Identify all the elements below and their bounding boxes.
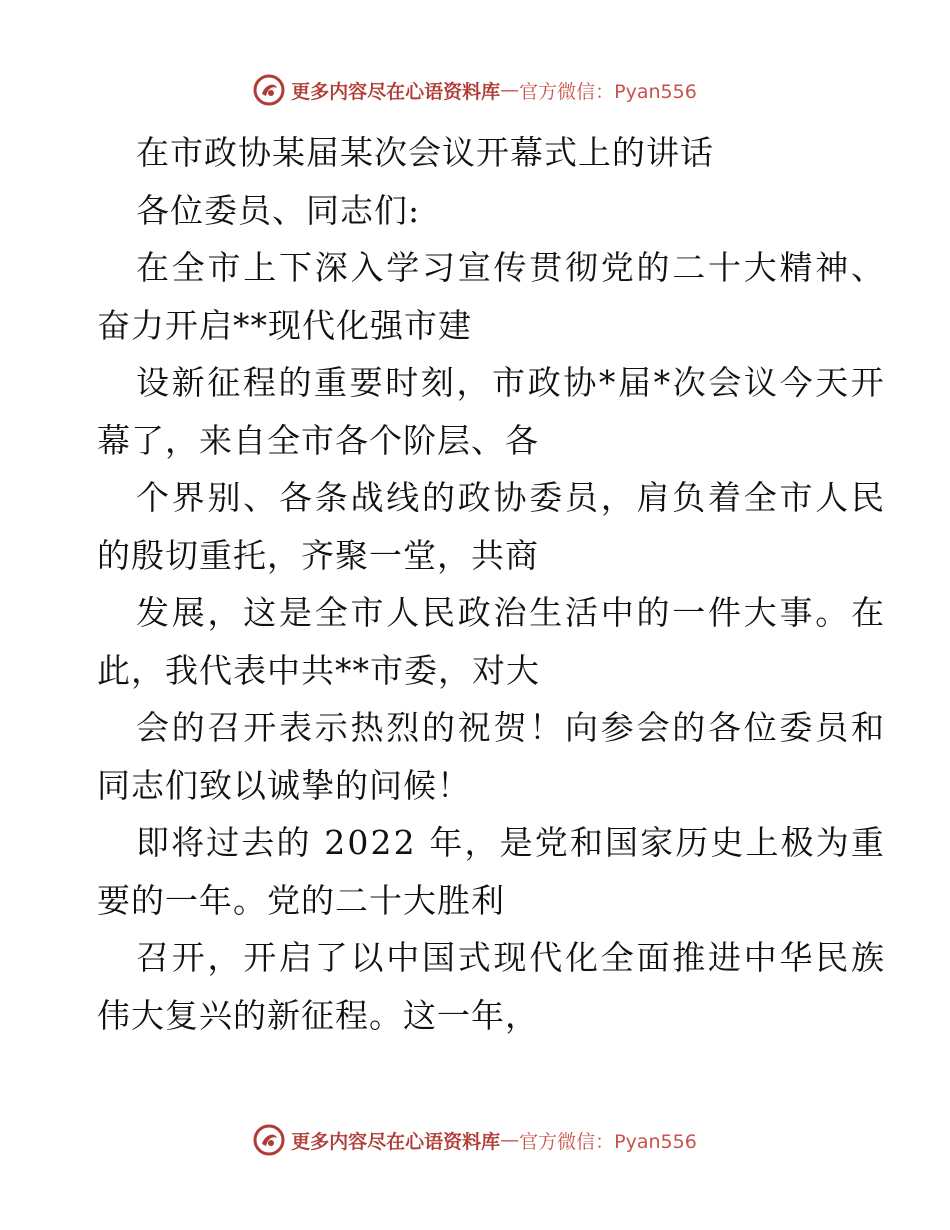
glyph: 在	[851, 593, 885, 632]
paragraph-line: 伟大复兴的新征程。这一年，	[97, 995, 539, 1035]
glyph: 件	[708, 593, 742, 632]
glyph: ，	[464, 823, 499, 862]
glyph: 。	[815, 593, 850, 632]
glyph: 家	[640, 823, 675, 862]
glyph: 将	[171, 823, 206, 862]
glyph: 2	[393, 823, 416, 862]
glyph: 协	[493, 478, 528, 517]
document-body	[97, 124, 885, 1044]
glyph: 线	[386, 478, 421, 517]
glyph: 刻	[420, 363, 455, 402]
glyph: 开	[850, 363, 885, 402]
header-watermark	[0, 68, 950, 112]
paragraph-line	[97, 239, 885, 297]
glyph: 上	[745, 823, 780, 862]
glyph: 会	[136, 708, 170, 747]
glyph: 全	[314, 593, 349, 632]
glyph: 征	[207, 363, 242, 402]
glyph: 员	[815, 708, 850, 747]
paragraph-line	[97, 814, 885, 872]
glyph: 以	[350, 938, 385, 977]
watermark-separator: —	[500, 1129, 520, 1151]
glyph: 的	[636, 593, 671, 632]
watermark-main-text: 更多内容尽在心语资料库	[291, 1130, 501, 1153]
glyph: 事	[779, 593, 814, 632]
glyph: 设	[136, 363, 170, 402]
glyph: 中	[743, 938, 778, 977]
glyph: 国	[605, 823, 639, 862]
glyph: 深	[314, 248, 349, 287]
paragraph-line	[97, 929, 885, 987]
glyph: 传	[493, 248, 528, 287]
glyph: 各	[708, 708, 742, 747]
glyph: 个	[136, 478, 170, 517]
salutation: 各位委员、同志们:	[136, 190, 421, 230]
glyph: 委	[529, 478, 564, 517]
glyph	[312, 814, 324, 872]
paragraph-line: 要的一年。党的二十大胜利	[97, 880, 505, 920]
glyph: 负	[672, 478, 707, 517]
paragraph-line: 此，我代表中共**市委，对大	[97, 650, 540, 690]
watermark-sub-text: 官方微信：Pyan556	[519, 80, 697, 103]
glyph: 国	[422, 938, 456, 977]
red-swirl-logo-icon	[253, 74, 285, 106]
glyph: ，	[600, 478, 635, 517]
glyph: 示	[314, 708, 349, 747]
glyph: 会	[636, 708, 671, 747]
glyph: 0	[347, 823, 370, 862]
paragraph-line	[97, 469, 885, 527]
glyph: 、	[851, 248, 885, 287]
glyph: 族	[851, 938, 885, 977]
glyph: 中	[600, 593, 635, 632]
glyph: 是	[279, 593, 313, 632]
glyph: 展	[171, 593, 206, 632]
glyph: 治	[493, 593, 528, 632]
glyph: 委	[779, 708, 814, 747]
glyph: 重	[314, 363, 349, 402]
document-title: 在市政协某届某次会议开幕式上的讲话	[136, 133, 714, 172]
glyph: 烈	[386, 708, 421, 747]
glyph: 全	[171, 248, 206, 287]
glyph: 贯	[529, 248, 564, 287]
glyph: 民	[422, 593, 456, 632]
glyph: ，	[456, 363, 491, 402]
glyph: 条	[314, 478, 349, 517]
glyph: 市	[207, 248, 242, 287]
glyph: 面	[636, 938, 671, 977]
glyph: 史	[710, 823, 745, 862]
glyph: 战	[350, 478, 385, 517]
glyph: 党	[600, 248, 635, 287]
glyph: 十	[708, 248, 742, 287]
glyph: 会	[708, 363, 743, 402]
glyph: 开	[243, 708, 278, 747]
glyph: 了	[314, 938, 349, 977]
glyph: 新	[171, 363, 206, 402]
glyph	[417, 814, 429, 872]
glyph: 议	[743, 363, 778, 402]
glyph: 热	[350, 708, 385, 747]
glyph: 去	[241, 823, 276, 862]
paragraph-line	[97, 699, 885, 757]
paragraph-line: 幕了，来自全市各个阶层、各	[97, 420, 539, 460]
glyph: 2	[324, 823, 347, 862]
glyph: 代	[529, 938, 564, 977]
glyph: 开	[171, 938, 206, 977]
glyph: 届	[618, 363, 653, 402]
glyph: 下	[279, 248, 313, 287]
glyph: 精	[779, 248, 814, 287]
glyph: 这	[243, 593, 278, 632]
glyph: 的	[636, 248, 671, 287]
glyph: 参	[600, 708, 635, 747]
glyph: 人	[815, 478, 850, 517]
glyph: 全	[600, 938, 635, 977]
glyph: 市	[492, 363, 527, 402]
glyph: 推	[672, 938, 707, 977]
glyph: *	[598, 363, 617, 402]
glyph: 表	[279, 708, 313, 747]
glyph: 员	[565, 478, 599, 517]
glyph: 大	[743, 593, 778, 632]
glyph: 的	[422, 708, 456, 747]
paragraph-line	[97, 354, 885, 412]
glyph: 生	[529, 593, 564, 632]
glyph: 中	[386, 938, 421, 977]
glyph: 天	[815, 363, 850, 402]
glyph: 神	[815, 248, 850, 287]
glyph: 华	[779, 938, 814, 977]
glyph: 人	[386, 593, 421, 632]
glyph: 大	[743, 248, 778, 287]
glyph: 入	[350, 248, 385, 287]
glyph: 即	[136, 823, 170, 862]
glyph: 着	[708, 478, 742, 517]
glyph: 现	[493, 938, 528, 977]
footer-watermark	[0, 1118, 950, 1162]
red-swirl-logo-icon	[253, 1124, 285, 1156]
glyph: 上	[243, 248, 278, 287]
glyph: 彻	[565, 248, 599, 287]
glyph: 的	[276, 823, 311, 862]
glyph: 极	[780, 823, 815, 862]
glyph: 界	[171, 478, 206, 517]
watermark-separator: —	[500, 79, 520, 101]
glyph: 民	[851, 478, 885, 517]
glyph: 协	[563, 363, 598, 402]
glyph: 时	[385, 363, 420, 402]
glyph: ，	[207, 593, 242, 632]
glyph: 宣	[457, 248, 492, 287]
glyph: 发	[136, 593, 170, 632]
glyph: 历	[675, 823, 710, 862]
glyph: 和	[851, 708, 885, 747]
glyph: 习	[422, 248, 456, 287]
glyph: 是	[499, 823, 534, 862]
glyph: 别	[207, 478, 242, 517]
glyph: 政	[457, 593, 492, 632]
glyph: 2	[370, 823, 393, 862]
glyph: ！	[529, 708, 564, 747]
glyph: 市	[350, 593, 385, 632]
glyph: 今	[779, 363, 814, 402]
glyph: 祝	[457, 708, 492, 747]
glyph: 的	[278, 363, 313, 402]
glyph: 和	[569, 823, 604, 862]
glyph: ，	[207, 938, 242, 977]
glyph: 向	[565, 708, 599, 747]
glyph: 的	[672, 708, 707, 747]
glyph: 、	[243, 478, 278, 517]
glyph: 要	[349, 363, 384, 402]
glyph: 市	[779, 478, 814, 517]
glyph: 各	[279, 478, 313, 517]
glyph: 召	[136, 938, 170, 977]
glyph: 过	[206, 823, 241, 862]
glyph: 贺	[493, 708, 528, 747]
glyph: 党	[534, 823, 569, 862]
glyph: 化	[565, 938, 599, 977]
watermark-main-text: 更多内容尽在心语资料库	[291, 80, 501, 103]
watermark-sub-text: 官方微信：Pyan556	[519, 1130, 697, 1153]
glyph: 学	[386, 248, 421, 287]
glyph: 位	[743, 708, 778, 747]
glyph: 在	[136, 248, 170, 287]
glyph: 召	[207, 708, 242, 747]
glyph: 重	[850, 823, 885, 862]
glyph: 为	[815, 823, 850, 862]
glyph: 民	[815, 938, 850, 977]
glyph: 的	[422, 478, 456, 517]
glyph: 一	[672, 593, 707, 632]
glyph: 程	[242, 363, 277, 402]
paragraph-line	[97, 584, 885, 642]
glyph: 启	[279, 938, 313, 977]
glyph: 全	[743, 478, 778, 517]
glyph: 年	[429, 823, 464, 862]
glyph: 次	[672, 363, 707, 402]
glyph: 开	[243, 938, 278, 977]
glyph: 二	[672, 248, 707, 287]
paragraph-line: 的殷切重托，齐聚一堂，共商	[97, 535, 539, 575]
glyph: 政	[527, 363, 562, 402]
glyph: 肩	[636, 478, 671, 517]
glyph: 政	[457, 478, 492, 517]
glyph: *	[653, 363, 672, 402]
paragraph-line: 同志们致以诚挚的问候！	[97, 765, 471, 805]
paragraph-line: 奋力开启**现代化强市建	[97, 305, 472, 345]
glyph: 进	[708, 938, 742, 977]
glyph: 的	[171, 708, 206, 747]
glyph: 式	[457, 938, 492, 977]
glyph: 活	[565, 593, 599, 632]
